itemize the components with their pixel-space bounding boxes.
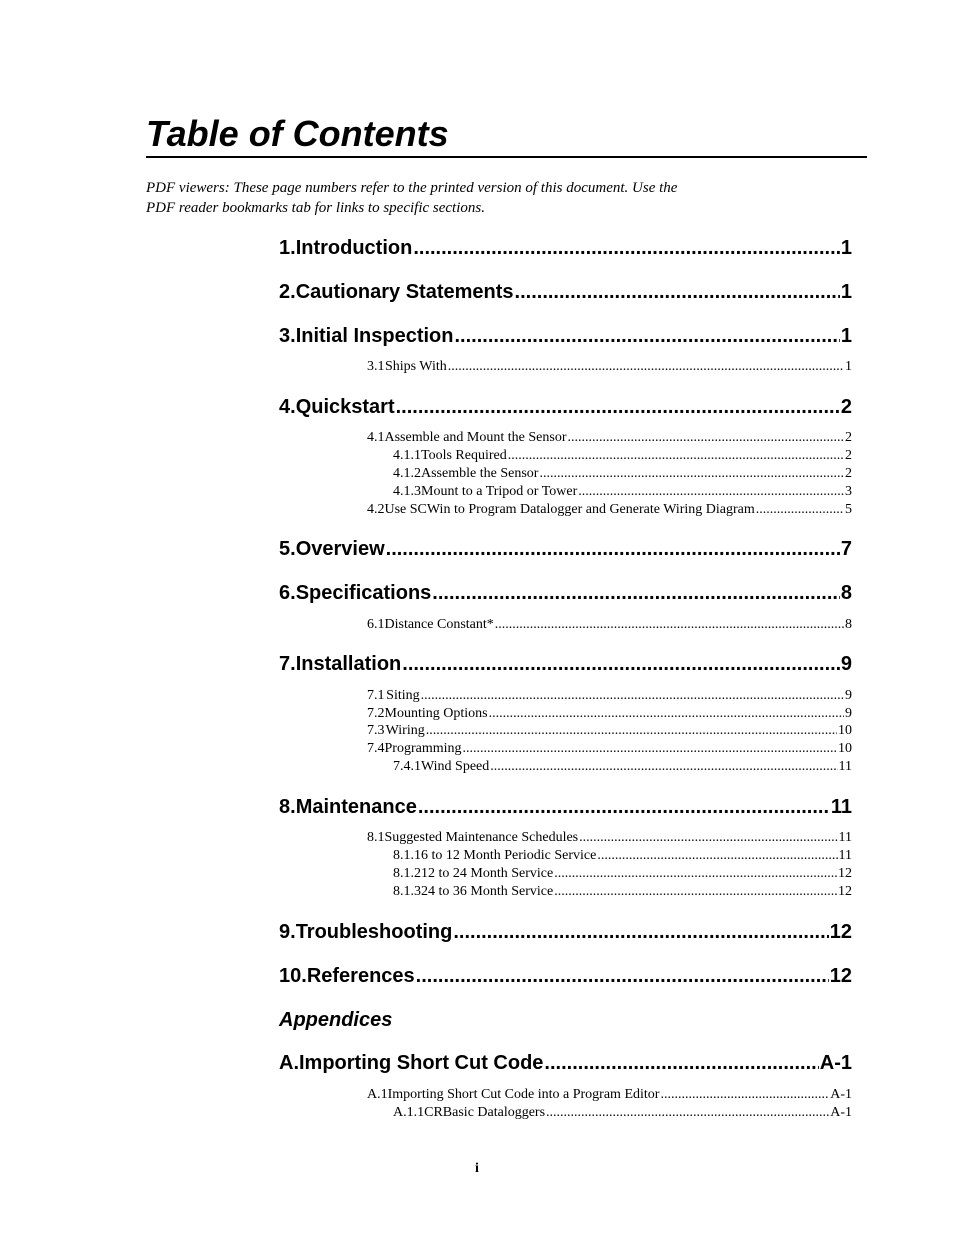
dot-leader bbox=[539, 465, 844, 483]
toc-entry-page: 1 bbox=[840, 281, 852, 303]
toc-entry-number: 4.1.2 bbox=[393, 466, 421, 481]
dot-leader bbox=[396, 393, 840, 421]
toc-entry-title: Distance Constant* bbox=[384, 617, 494, 632]
toc-entry-number: A.1.1 bbox=[393, 1105, 425, 1120]
dot-leader bbox=[554, 883, 837, 901]
toc-entry-title: 12 to 24 Month Service bbox=[421, 866, 554, 881]
toc-entry-page: 1 bbox=[845, 359, 852, 374]
toc-entry-page: 5 bbox=[845, 502, 852, 517]
toc-entry-page: 2 bbox=[845, 448, 852, 463]
toc-entry-page: 9 bbox=[845, 706, 852, 721]
toc-entry-number: 8. bbox=[279, 796, 296, 818]
toc-entry-tools-required[interactable] bbox=[393, 447, 852, 465]
toc-entry-number: 9. bbox=[279, 921, 296, 943]
toc-entry-title: Maintenance bbox=[295, 796, 417, 818]
toc-entry-page: 10 bbox=[838, 723, 852, 738]
toc-entry-title: Suggested Maintenance Schedules bbox=[384, 830, 579, 845]
toc-entry-page: 1 bbox=[840, 325, 852, 347]
toc-entry-cautionary-statements[interactable] bbox=[279, 278, 852, 306]
dot-leader bbox=[453, 918, 828, 946]
dot-leader bbox=[554, 865, 837, 883]
dot-leader bbox=[756, 501, 844, 519]
toc-entry-title: Assemble the Sensor bbox=[421, 466, 539, 481]
toc-entry-page: 12 bbox=[838, 866, 852, 881]
page-number-footer: i bbox=[475, 1161, 479, 1176]
dot-leader bbox=[432, 579, 840, 607]
toc-entry-number: 7.1 bbox=[367, 688, 385, 703]
toc-entry-title: Tools Required bbox=[421, 448, 507, 463]
toc-entry-title: Introduction bbox=[295, 237, 413, 259]
dot-leader bbox=[448, 358, 844, 376]
toc-entry-page: 12 bbox=[829, 921, 852, 943]
toc-entry-number: 5. bbox=[279, 538, 296, 560]
toc-entry-page: 8 bbox=[840, 582, 852, 604]
toc-entry-assemble-and-mount[interactable] bbox=[367, 429, 852, 447]
toc-entry-page: 9 bbox=[845, 688, 852, 703]
toc-entry-number: 8.1 bbox=[367, 830, 385, 845]
toc-entry-title: Overview bbox=[295, 538, 385, 560]
toc-entry-ships-with[interactable] bbox=[367, 358, 852, 376]
toc-entry-specifications[interactable] bbox=[279, 579, 852, 607]
toc-entry-page: 11 bbox=[838, 759, 852, 774]
toc-entry-24-to-36-month[interactable] bbox=[393, 883, 852, 901]
toc-entry-page: 1 bbox=[840, 237, 852, 259]
dot-leader bbox=[421, 687, 844, 705]
toc-entry-page: 11 bbox=[838, 848, 852, 863]
toc-entry-title: Use SCWin to Program Datalogger and Generate Wiring Diagram bbox=[384, 502, 755, 517]
toc-entry-number: 8.1.3 bbox=[393, 884, 421, 899]
toc-entry-12-to-24-month[interactable] bbox=[393, 865, 852, 883]
toc-entry-importing-short-cut-code[interactable] bbox=[279, 1049, 852, 1077]
dot-leader bbox=[386, 535, 840, 563]
toc-entry-title: Importing Short Cut Code into a Program Editor bbox=[387, 1087, 660, 1102]
toc-entry-number: 4.1.1 bbox=[393, 448, 421, 463]
toc-entry-6-to-12-month[interactable] bbox=[393, 847, 852, 865]
toc-entry-page: 12 bbox=[838, 884, 852, 899]
toc-entry-page: 2 bbox=[840, 396, 852, 418]
dot-leader bbox=[508, 447, 844, 465]
dot-leader bbox=[418, 793, 830, 821]
toc-entry-number: 7.4.1 bbox=[393, 759, 421, 774]
toc-entry-wind-speed[interactable] bbox=[393, 758, 852, 776]
toc-entry-page: 7 bbox=[840, 538, 852, 560]
toc-entry-distance-constant[interactable] bbox=[367, 616, 852, 634]
toc-entry-title: References bbox=[306, 965, 415, 987]
toc-entry-page: A-1 bbox=[830, 1087, 852, 1102]
dot-leader bbox=[402, 650, 840, 678]
dot-leader bbox=[454, 322, 839, 350]
toc-entry-importing-into-editor[interactable] bbox=[367, 1086, 852, 1104]
dot-leader bbox=[416, 962, 829, 990]
dot-leader bbox=[515, 278, 840, 306]
toc-entry-number: 7. bbox=[279, 653, 296, 675]
note-line-2: PDF reader bookmarks tab for links to specific sections. bbox=[146, 200, 485, 216]
appendices-heading: Appendices bbox=[279, 1009, 393, 1031]
toc-entry-number: 4.1 bbox=[367, 430, 385, 445]
toc-entry-page: 10 bbox=[838, 741, 852, 756]
toc-entry-number: 7.2 bbox=[367, 706, 385, 721]
toc-entry-assemble-the-sensor[interactable] bbox=[393, 465, 852, 483]
toc-entry-number: 4. bbox=[279, 396, 296, 418]
dot-leader bbox=[567, 429, 844, 447]
toc-entry-initial-inspection[interactable] bbox=[279, 322, 852, 350]
dot-leader bbox=[495, 616, 844, 634]
toc-entry-maintenance-schedules[interactable] bbox=[367, 829, 852, 847]
toc-entry-title: Wiring bbox=[385, 723, 425, 738]
toc-entry-title: Importing Short Cut Code bbox=[299, 1052, 544, 1074]
toc-entry-number: 4.1.3 bbox=[393, 484, 421, 499]
toc-entry-title: Siting bbox=[386, 688, 420, 703]
toc-entry-number: 3. bbox=[279, 325, 296, 347]
toc-entry-introduction[interactable] bbox=[279, 234, 852, 262]
dot-leader bbox=[660, 1086, 829, 1104]
dot-leader bbox=[578, 483, 844, 501]
toc-entry-number: 4.2 bbox=[367, 502, 385, 517]
toc-entry-number: 2. bbox=[279, 281, 296, 303]
toc-entry-title: Installation bbox=[295, 653, 402, 675]
toc-entry-number: 6. bbox=[279, 582, 296, 604]
toc-entry-title: Quickstart bbox=[295, 396, 395, 418]
toc-entry-number: 3.1 bbox=[367, 359, 385, 374]
toc-entry-mount-to-tripod[interactable] bbox=[393, 483, 852, 501]
toc-entry-mounting-options[interactable] bbox=[367, 705, 852, 723]
dot-leader bbox=[490, 758, 837, 776]
toc-entry-page: 12 bbox=[829, 965, 852, 987]
toc-entry-title: Ships With bbox=[384, 359, 447, 374]
toc-entry-overview[interactable] bbox=[279, 535, 852, 563]
toc-entry-number: 10. bbox=[279, 965, 307, 987]
dot-leader bbox=[597, 847, 837, 865]
toc-entry-page: 11 bbox=[838, 830, 852, 845]
toc-entry-title: Programming bbox=[384, 741, 462, 756]
toc-entry-number: A.1 bbox=[367, 1087, 388, 1102]
toc-entry-number: 8.1.2 bbox=[393, 866, 421, 881]
toc-entry-page: A-1 bbox=[819, 1052, 852, 1074]
toc-entry-page: 3 bbox=[845, 484, 852, 499]
toc-entry-title: 6 to 12 Month Periodic Service bbox=[421, 848, 597, 863]
toc-entry-number: 8.1.1 bbox=[393, 848, 421, 863]
dot-leader bbox=[489, 705, 844, 723]
toc-entry-number: 7.4 bbox=[367, 741, 385, 756]
toc-entry-quickstart[interactable] bbox=[279, 393, 852, 421]
dot-leader bbox=[544, 1049, 818, 1077]
dot-leader bbox=[579, 829, 837, 847]
toc-entry-page: 2 bbox=[845, 466, 852, 481]
toc-entry-number: A. bbox=[279, 1052, 299, 1074]
toc-entry-title: Initial Inspection bbox=[295, 325, 454, 347]
toc-entry-siting[interactable] bbox=[367, 687, 852, 705]
toc-entry-title: CRBasic Dataloggers bbox=[424, 1105, 546, 1120]
dot-leader bbox=[463, 740, 838, 758]
toc-entry-programming[interactable] bbox=[367, 740, 852, 758]
toc-entry-crbasic-dataloggers[interactable] bbox=[393, 1104, 852, 1122]
dot-leader bbox=[546, 1104, 829, 1122]
toc-entry-maintenance[interactable] bbox=[279, 793, 852, 821]
toc-entry-title: Assemble and Mount the Sensor bbox=[384, 430, 567, 445]
toc-entry-wiring[interactable] bbox=[367, 722, 852, 740]
toc-entry-number: 7.3 bbox=[367, 723, 385, 738]
toc-entry-page: 2 bbox=[845, 430, 852, 445]
toc-entry-installation[interactable] bbox=[279, 650, 852, 678]
page-title: Table of Contents bbox=[146, 113, 449, 154]
toc-entry-title: 24 to 36 Month Service bbox=[421, 884, 554, 899]
toc-entry-use-scwin[interactable] bbox=[367, 501, 852, 519]
toc-entry-references[interactable] bbox=[279, 962, 852, 990]
toc-entry-troubleshooting[interactable] bbox=[279, 918, 852, 946]
toc-entry-page: 11 bbox=[830, 796, 852, 818]
note-line-1: PDF viewers: These page numbers refer to the printed version of this document. Use the bbox=[146, 180, 678, 196]
toc-entry-title: Mount to a Tripod or Tower bbox=[421, 484, 578, 499]
toc-entry-title: Troubleshooting bbox=[295, 921, 453, 943]
toc-entry-number: 1. bbox=[279, 237, 296, 259]
toc-entry-title: Cautionary Statements bbox=[295, 281, 514, 303]
toc-entry-page: 9 bbox=[840, 653, 852, 675]
dot-leader bbox=[413, 234, 840, 262]
toc-entry-title: Specifications bbox=[295, 582, 432, 604]
dot-leader bbox=[426, 722, 837, 740]
toc-entry-number: 6.1 bbox=[367, 617, 385, 632]
toc-entry-title: Wind Speed bbox=[421, 759, 490, 774]
toc-entry-page: A-1 bbox=[830, 1105, 852, 1120]
toc-entry-page: 8 bbox=[845, 617, 852, 632]
toc-entry-title: Mounting Options bbox=[384, 706, 488, 721]
